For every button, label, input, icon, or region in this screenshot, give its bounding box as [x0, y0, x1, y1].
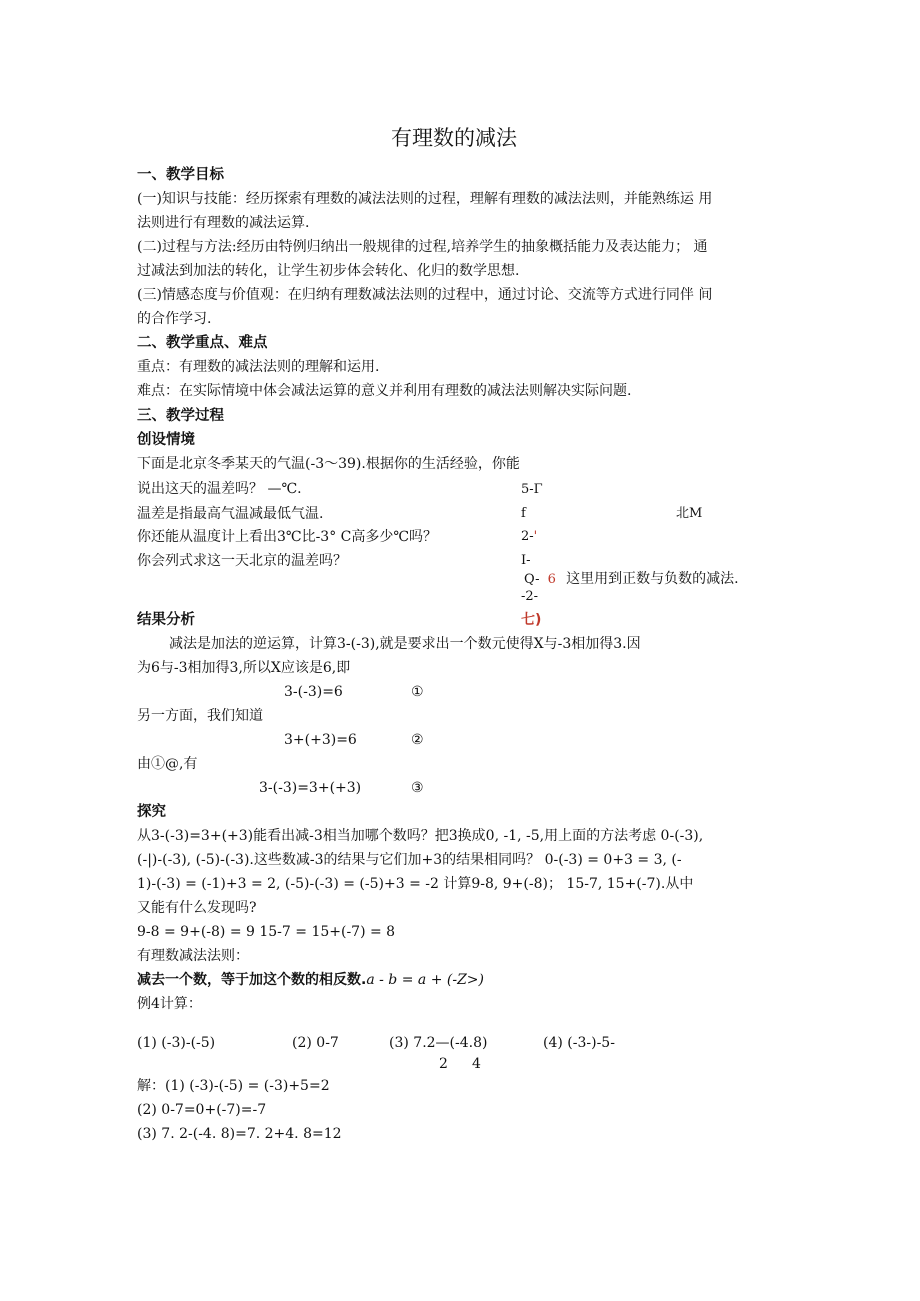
goal-knowledge-line-2: 法则进行有理数的减法运算. — [137, 215, 310, 231]
solution-line: (3) 7. 2-(-4. 8)=7. 2+4. 8=12 — [137, 1126, 342, 1142]
problem: (3) 7.2—(-4.8) — [389, 1035, 488, 1051]
equation-number: ① — [411, 684, 424, 700]
explore-line: 从3-(-3)=3+(+3)能看出减-3相当加哪个数吗？把3换成0, -1, -5,用上面的方法考虑 0-(-3), — [137, 828, 704, 844]
thermometer-mark: ' — [533, 529, 538, 544]
solution-line: (2) 0-7=0+(-7)=-7 — [137, 1102, 267, 1118]
example-label: 例4计算： — [137, 996, 202, 1012]
rule-text: 减去一个数，等于加这个数的相反数. — [137, 972, 367, 988]
explore-line: 1)-(-3) = (-1)+3 = 2, (-5)-(-3) = (-5)+3 = -2 计算9-8, 9+(-8)； 15-7, 15+(-7).从中 — [137, 876, 694, 892]
goal-knowledge-line-1: (一)知识与技能：经历探索有理数的减法法则的过程，理解有理数的减法法则，并能熟练运 用 — [137, 191, 713, 207]
goal-attitude-line-1: (三)情感态度与价值观：在归纳有理数减法法则的过程中，通过讨论、交流等方式进行同伴 间 — [137, 287, 713, 303]
equation-number: ③ — [411, 780, 424, 796]
explore-result: 9-8 = 9+(-8) = 9 15-7 = 15+(-7) = 8 — [137, 924, 396, 940]
analysis-line: 减法是加法的逆运算，计算3-(-3),就是要求出一个数元使得X与-3相加得3.因 — [169, 636, 641, 652]
explore-line: (-|)-(-3), (-5)-(-3).这些数减-3的结果与它们加+3的结果相同吗？ 0-(-3) = 0+3 = 3, (- — [137, 852, 682, 868]
thermometer-value: 6 — [547, 572, 556, 587]
equation: 3+(+3)=6 — [284, 732, 357, 748]
scenario-line: 你还能从温度计上看出3℃比-3° C高多少℃吗？ — [137, 529, 438, 545]
thermometer-label: I- — [521, 553, 531, 568]
north-label — [676, 504, 702, 524]
rule-formula: a - b = a + (-Z>) — [366, 972, 484, 988]
solution-line: 解：(1) (-3)-(-5) = (-3)+5=2 — [137, 1078, 330, 1094]
text-line: 由①@,有 — [137, 756, 198, 772]
thermometer-label: 5-Γ — [521, 482, 543, 497]
north-char: 北M — [676, 506, 703, 521]
rule-label: 有理数减法法则： — [137, 948, 249, 964]
subheading-explore: 探究 — [137, 804, 166, 820]
scenario-line: 下面是北京冬季某天的气温(-3～39).根据你的生活经验，你能 — [137, 456, 520, 472]
thermometer-label: f — [521, 506, 526, 521]
fraction-number: 4 — [472, 1056, 481, 1072]
explore-line: 又能有什么发现吗? — [137, 900, 257, 916]
thermometer-label: -2- — [521, 589, 539, 604]
thermometer-label — [521, 527, 537, 547]
goal-process-line-2: 过减法到加法的转化，让学生初步体会转化、化归的数学思想. — [137, 263, 520, 279]
problem: (4) (-3-)-5- — [543, 1035, 615, 1051]
thermometer-tick: Q- — [524, 572, 540, 587]
equation: 3-(-3)=3+(+3) — [259, 780, 362, 796]
section-heading-key-points: 二、教学重点、难点 — [137, 335, 268, 351]
thermometer-tick: 2- — [521, 529, 534, 544]
fraction-number: 2 — [439, 1056, 448, 1072]
thermometer-note: 这里用到正数与负数的减法. — [566, 571, 739, 587]
section-heading-goals: 一、教学目标 — [137, 167, 224, 183]
key-point: 重点：有理数的减法法则的理解和运用. — [137, 359, 380, 375]
problem: (2) 0-7 — [292, 1035, 339, 1051]
scenario-line: 说出这天的温差吗？ —℃. — [137, 481, 302, 497]
subheading-scenario: 创设情境 — [137, 432, 195, 448]
equation-number: ② — [411, 732, 424, 748]
section-heading-process: 三、教学过程 — [137, 408, 224, 424]
text-line: 另一方面，我们知道 — [137, 708, 263, 724]
goal-process-line-1: (二)过程与方法:经历由特例归纳出一般规律的过程,培养学生的抽象概括能力及表达能力； 通 — [137, 239, 708, 255]
goal-attitude-line-2: 的合作学习. — [137, 311, 212, 327]
difficulty-point: 难点：在实际情境中体会减法运算的意义并利用有理数的减法法则解决实际问题. — [137, 383, 632, 399]
analysis-line: 为6与-3相加得3,所以X应该是6,即 — [137, 660, 351, 676]
problem: (1) (-3)-(-5) — [137, 1035, 216, 1051]
page-title: 有理数的减法 — [391, 126, 517, 150]
equation: 3-(-3)=6 — [284, 684, 343, 700]
thermometer-label — [524, 569, 739, 590]
thermometer-label: 七) — [521, 612, 542, 628]
scenario-line: 温差是指最高气温减最低气温. — [137, 506, 324, 522]
subheading-analysis: 结果分析 — [137, 612, 195, 628]
scenario-line: 你会列式求这一天北京的温差吗？ — [137, 553, 347, 569]
rule-statement — [137, 970, 484, 990]
